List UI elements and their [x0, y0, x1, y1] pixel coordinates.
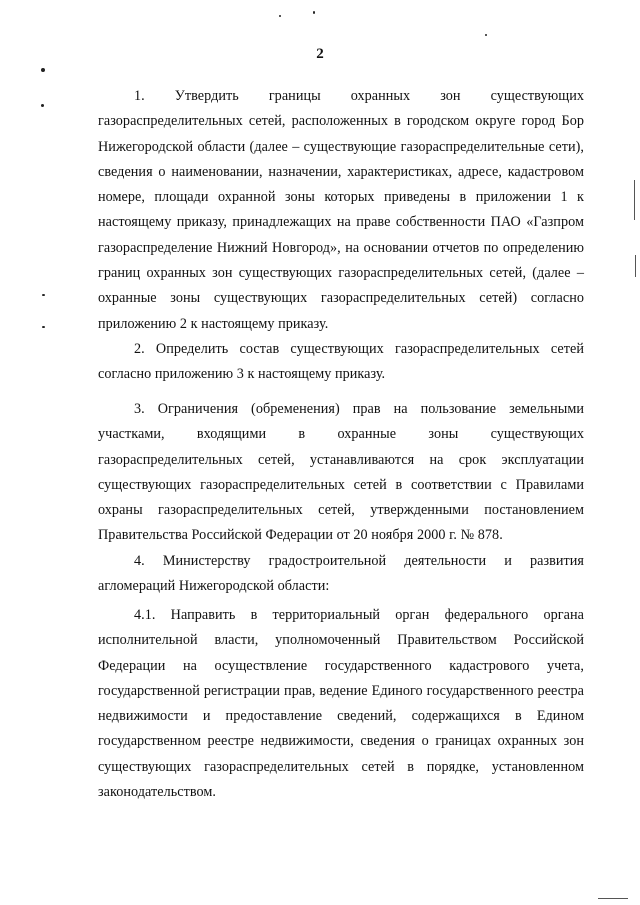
- scan-speck: [42, 294, 45, 296]
- page-number: 2: [316, 46, 324, 62]
- scan-speck: [485, 34, 487, 36]
- scan-speck: [313, 11, 315, 14]
- paragraph-3: 3. Ограничения (обременения) прав на пользование земельными участками, входящими в охранные зоны существующих газораспределительных сетей, устанавливаются на срок эксплуатации существующих газораспределительных сетей в соответствии с Правилами охраны газораспределительных сетей, утвержденными постановлением Правительства Российской Федерации от 20 ноября 2000 г. № 878.: [98, 401, 584, 544]
- scan-speck: [42, 326, 45, 328]
- scan-edge-line: [635, 255, 636, 277]
- scan-edge-line: [598, 898, 628, 899]
- paragraph-2: 2. Определить состав существующих газораспределительных сетей согласно приложению 3 к настоящему приказу.: [98, 341, 584, 383]
- paragraph-5: 4.1. Направить в территориальный орган федерального органа исполнительной власти, уполномоченный Правительством Российской Федерации на осуществление государственного кадастрового учета, государственной регистрации прав, ведение Единого государственного реестра недвижимости и предоставление сведений, содержащихся в Едином государственном реестре недвижимости, сведения о границах охранных зон существующих газораспределительных сетей в порядке, установленном законодательством.: [98, 607, 584, 801]
- scan-speck: [279, 15, 281, 17]
- paragraph-4: 4. Министерству градостроительной деятельности и развития агломераций Нижегородской области:: [98, 553, 584, 595]
- paragraph-1: 1. Утвердить границы охранных зон существующих газораспределительных сетей, расположенных в городском округе город Бор Нижегородской области (далее – существующие газораспределительные сети), сведения о наименовании, назначении, характеристиках, адресе, кадастровом номере, площади охранной зоны которых приведены в приложении 1 к настоящему приказу, принадлежащих на праве собственности ПАО «Газпром газораспределение Нижний Новгород», на основании отчетов по определению границ охранных зон существующих газораспределительных сетей, (далее – охранные зоны существующих газораспределительных сетей) согласно приложению 2 к настоящему приказу.: [98, 88, 584, 332]
- scan-speck: [41, 104, 44, 107]
- scan-speck: [41, 68, 45, 72]
- scan-edge-line: [634, 180, 635, 220]
